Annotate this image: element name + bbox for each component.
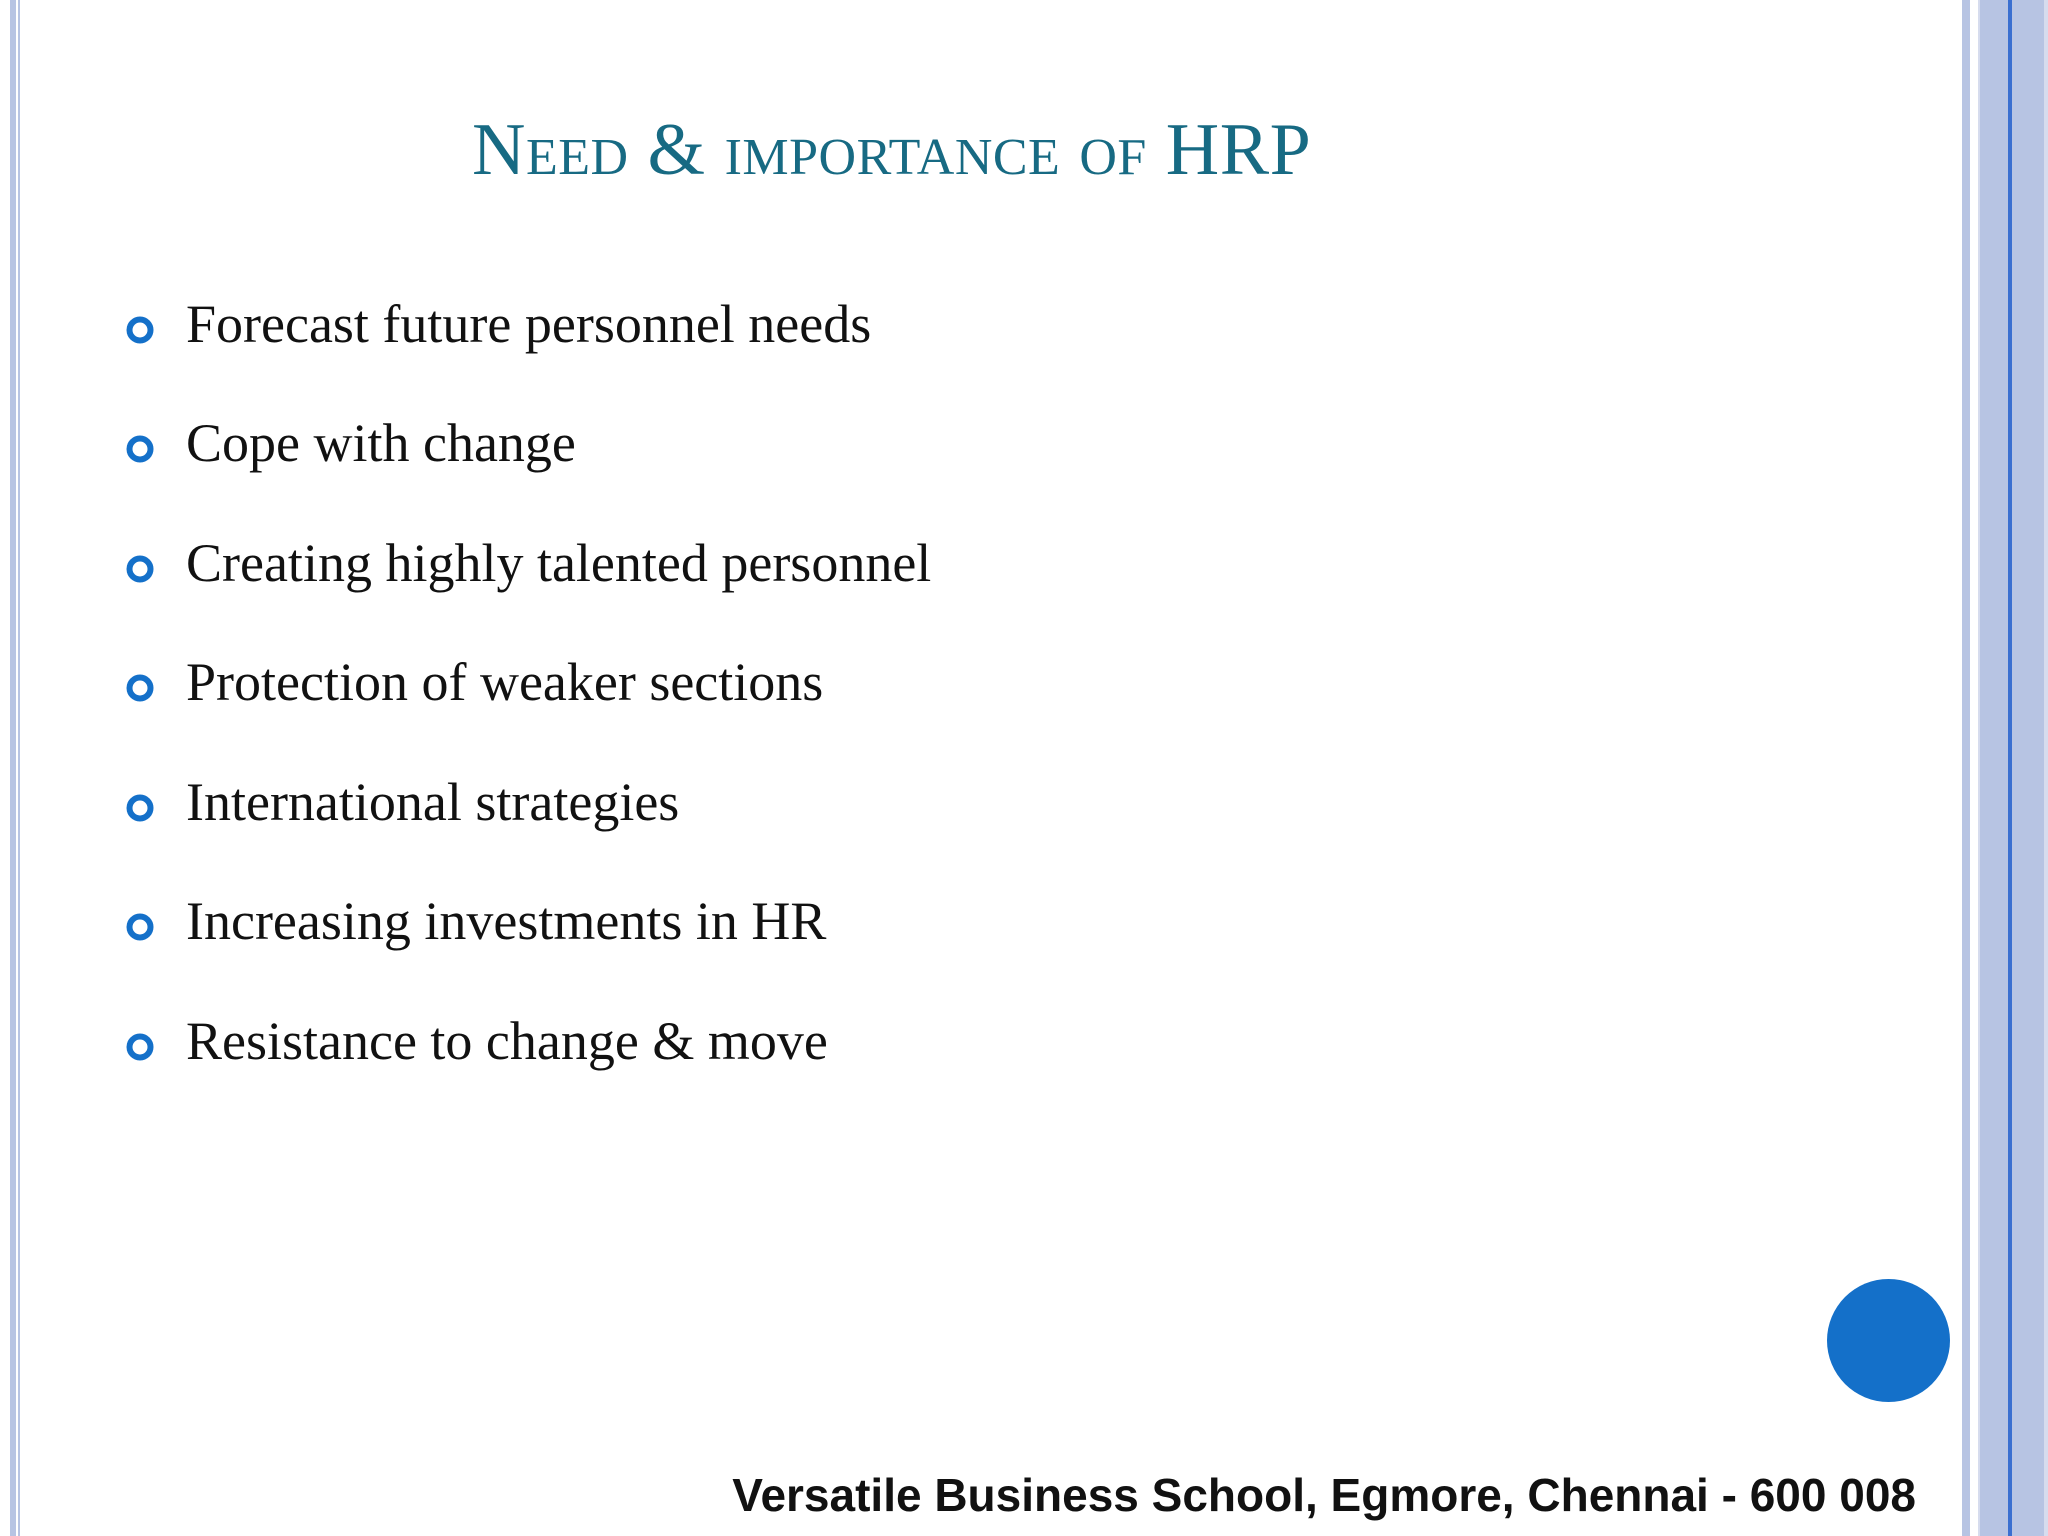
bullet-item [124,390,931,510]
footer-text: Versatile Business School, Egmore, Chennai - 600 008 [732,1469,1916,1521]
bullet-text: International strategies [186,771,680,832]
ring-bullet-icon [124,911,156,943]
left-border-decoration [0,0,24,1536]
bullet-item [124,868,931,988]
bullet-item [124,987,931,1107]
ring-bullet-icon [124,433,156,465]
blue-circle-icon [1827,1279,1950,1402]
right-border-decoration [1960,0,2048,1536]
bullet-text: Protection of weaker sections [186,652,824,713]
bullet-list [124,270,931,1107]
bullet-text: Resistance to change & move [186,1010,828,1071]
bullet-text: Forecast future personnel needs [186,293,872,354]
bullet-item [124,509,931,629]
slide-title: Need & importance of HRP [472,109,1312,191]
bullet-text: Increasing investments in HR [186,891,827,952]
bullet-item [124,629,931,749]
ring-bullet-icon [124,672,156,704]
ring-bullet-icon [124,792,156,824]
ring-bullet-icon [124,1031,156,1063]
ring-bullet-icon [124,314,156,346]
ring-bullet-icon [124,553,156,585]
bullet-text: Creating highly talented personnel [186,532,932,593]
bullet-text: Cope with change [186,413,576,474]
bullet-item [124,270,931,390]
bullet-item [124,748,931,868]
